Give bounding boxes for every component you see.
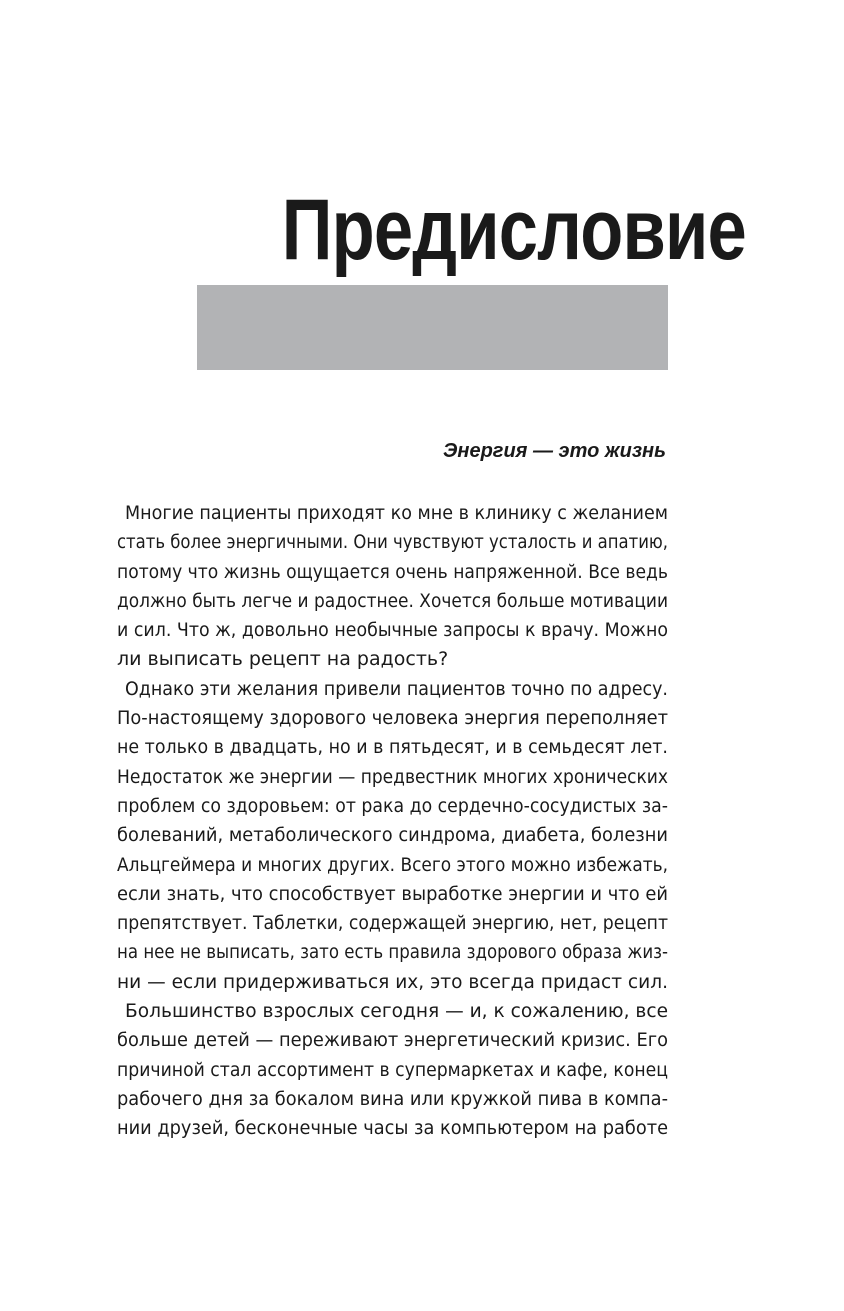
text-line: если знать, что способствует выработке энергии и что ей [117, 882, 668, 905]
text-line: стать более энергичными. Они чувствуют усталость и апатию, [117, 531, 669, 554]
text-line: Многие пациенты приходят ко мне в клинику с желанием [125, 502, 669, 524]
title-decoration-bar [197, 285, 668, 370]
epigraph: Энергия — это жизнь [442, 440, 666, 462]
chapter-title: Предисловие [281, 182, 746, 278]
body-text [117, 499, 668, 1144]
text-line: Альцгеймера и многих других. Всего этого можно избежать, [117, 853, 668, 876]
text-line: проблем со здоровьем: от рака до сердечно-сосудистых за- [117, 794, 668, 817]
text-line: болеваний, метаболического синдрома, диабета, болезни [117, 824, 669, 847]
text-line: должно быть легче и радостнее. Хочется больше мотивации [117, 589, 669, 612]
paragraph [117, 499, 668, 675]
text-line: Недостаток же энергии — предвестник многих хронических [117, 765, 668, 788]
text-line: потому что жизнь ощущается очень напряженной. Все ведь [117, 560, 668, 583]
text-line: ли выписать рецепт на радость? [117, 648, 449, 671]
text-line: и сил. Что ж, довольно необычные запросы к врачу. Можно [117, 619, 668, 642]
text-line: Большинство взрослых сегодня — и, к сожалению, все [125, 1000, 669, 1023]
text-line: больше детей — переживают энергетический кризис. Его [117, 1029, 669, 1052]
text-line: причиной стал ассортимент в супермаркетах и кафе, конец [117, 1058, 668, 1081]
text-line: рабочего дня за бокалом вина или кружкой пива в компа- [117, 1087, 669, 1110]
text-line: ни — если придерживаться их, это всегда придаст сил. [117, 970, 668, 993]
paragraph [117, 997, 668, 1143]
text-line: По-настоящему здорового человека энергия переполняет [117, 707, 669, 730]
text-line: препятствует. Таблетки, содержащей энергию, нет, рецепт [117, 912, 668, 935]
paragraph [117, 675, 668, 997]
text-line: на нее не выписать, зато есть правила здорового образа жиз- [117, 941, 668, 964]
text-line: не только в двадцать, но и в пятьдесят, и в семьдесят лет. [117, 736, 668, 759]
text-line: нии друзей, бесконечные часы за компьютером на работе [117, 1117, 669, 1140]
text-line: Однако эти желания привели пациентов точно по адресу. [125, 677, 668, 700]
